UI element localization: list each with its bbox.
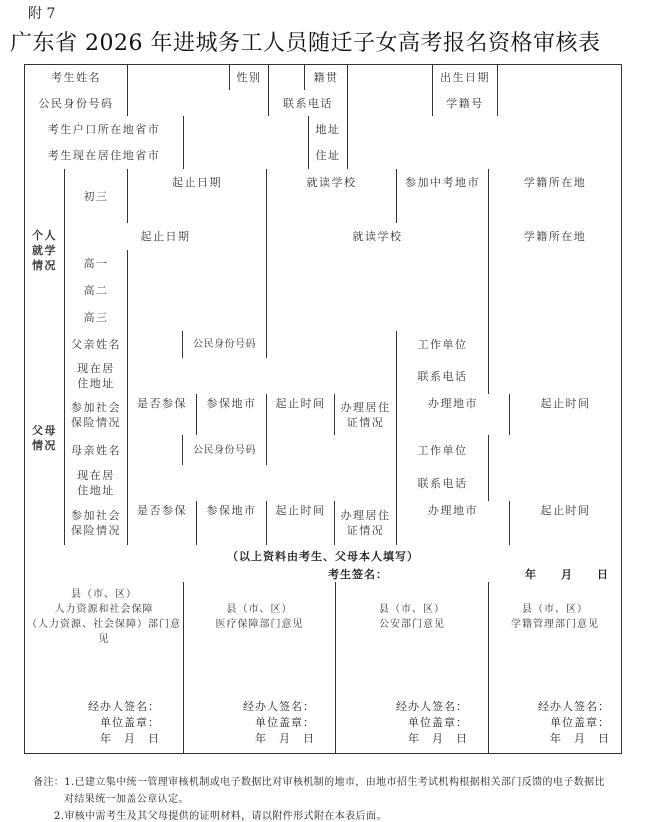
col-zhongkao-header: 参加中考地市	[396, 169, 489, 197]
page-title: 广东省 2026 年进城务工人员随迁子女高考报名资格审核表	[10, 31, 601, 56]
father-insurance-label: 参加社会 保险情况	[64, 394, 128, 436]
mother-insured-city-header: 参保地市	[196, 501, 267, 520]
mother-work-label: 工作单位	[396, 435, 489, 466]
grade-label: 高三	[64, 304, 128, 332]
mother-name-field[interactable]	[127, 435, 183, 466]
grade12-registry-field[interactable]	[488, 304, 622, 332]
mother-name-label: 母亲姓名	[64, 435, 128, 466]
mother-insurance-label: 参加社会 保险情况	[64, 501, 128, 546]
review-signature-block	[60, 699, 160, 747]
father-work-label: 工作单位	[396, 331, 489, 359]
father-address-label: 现在居 住地址	[64, 358, 128, 395]
col-dates-header: 起止日期	[127, 169, 267, 197]
mother-permit-period-field[interactable]	[509, 519, 622, 546]
review-dept-registry: 县（市、区） 学籍管理部门意见	[488, 582, 622, 653]
grade11-dates-field[interactable]	[127, 277, 267, 305]
unit-stamp-label: 单位盖章：	[408, 716, 468, 729]
phone-field[interactable]	[347, 90, 433, 117]
mother-period-field[interactable]	[266, 519, 335, 546]
note-line-1: 备注：1.已建立集中统一管理审核机制或电子数据比对审核机制的地市，由地市招生考试机构根据相关部门反馈的电子数据比	[33, 777, 605, 788]
father-insured-city-field[interactable]	[196, 412, 267, 436]
grade12-school-field[interactable]	[266, 304, 489, 332]
grade-label: 高二	[64, 277, 128, 305]
unit-stamp-label: 单位盖章：	[550, 716, 610, 729]
father-permit-period-header: 起止时间	[509, 394, 622, 413]
review-date-label: 年 月 日	[408, 732, 468, 745]
hukou-field[interactable]	[183, 116, 309, 143]
phone-label: 联系电话	[268, 90, 348, 117]
review-signature-block	[510, 699, 610, 747]
review-signature-block	[368, 699, 468, 747]
grade11-school-field[interactable]	[266, 277, 489, 305]
grade9-dates-field[interactable]	[127, 196, 267, 224]
father-phone-label: 联系电话	[396, 358, 489, 395]
col-registry-header: 学籍所在地	[488, 169, 622, 197]
grade9-label: 初三	[64, 169, 128, 224]
father-id-field[interactable]	[266, 331, 397, 359]
mother-permit-city-field[interactable]	[396, 519, 510, 546]
name-label: 考生姓名	[24, 64, 128, 91]
mother-phone-label: 联系电话	[396, 465, 489, 502]
residence-label: 考生现在居住地省市	[24, 142, 184, 170]
id-field[interactable]	[127, 90, 269, 117]
mother-insured-city-field[interactable]	[196, 519, 267, 546]
note-line-1-cont: 对结果统一加盖公章认定。	[64, 794, 189, 805]
attachment-label: 附 7	[28, 6, 56, 22]
hukou-label: 考生户口所在地省市	[24, 116, 184, 143]
review-dept-police: 县（市、区） 公安部门意见	[335, 582, 489, 653]
residence-address-label: 住址	[308, 142, 348, 170]
gender-field[interactable]	[268, 64, 305, 91]
student-signature-label: 考生签名：	[328, 568, 388, 581]
grade9-school-field[interactable]	[266, 196, 397, 224]
grade10-school-field[interactable]	[266, 250, 489, 278]
unit-stamp-label: 单位盖章：	[255, 716, 315, 729]
grade9-zhongkao-field[interactable]	[396, 196, 489, 224]
father-address-field[interactable]	[127, 358, 397, 395]
residence-address-field[interactable]	[347, 142, 622, 170]
mother-id-field[interactable]	[266, 435, 397, 466]
review-signature-block	[215, 699, 315, 747]
grade12-dates-field[interactable]	[127, 304, 267, 332]
handler-signature-label: 经办人签名：	[538, 700, 610, 713]
hukou-address-label: 地址	[308, 116, 348, 143]
student-no-label: 学籍号	[432, 90, 498, 117]
student-signature-field[interactable]	[420, 566, 540, 580]
father-insured-city-header: 参保地市	[196, 394, 267, 413]
note-line-2: 2.审核中需考生及其父母提供的证明材料，请以附件形式附在本表后面。	[54, 811, 387, 822]
handler-signature-label: 经办人签名：	[396, 700, 468, 713]
review-date-label: 年 月 日	[550, 732, 610, 745]
mother-address-label: 现在居 住地址	[64, 465, 128, 502]
declaration-note: （以上资料由考生、父母本人填写）	[227, 550, 419, 563]
father-id-label: 公民身份号码	[182, 331, 267, 359]
father-insured-field[interactable]	[127, 412, 197, 436]
grade11-registry-field[interactable]	[488, 277, 622, 305]
student-no-field[interactable]	[497, 90, 622, 117]
parents-section-label: 父母 情况	[24, 331, 65, 546]
hs-dates-header: 起止日期	[64, 223, 267, 251]
father-work-field[interactable]	[488, 331, 622, 359]
father-name-label: 父亲姓名	[64, 331, 128, 359]
father-period-field[interactable]	[266, 412, 335, 436]
mother-phone-field[interactable]	[488, 465, 622, 502]
review-dept-medical: 县（市、区） 医疗保障部门意见	[183, 582, 336, 653]
father-period-header: 起止时间	[266, 394, 335, 413]
study-section-label: 个人 就学 情况	[24, 169, 65, 332]
father-permit-label: 办理居住 证情况	[334, 394, 397, 436]
student-signature-date: 年 月 日	[525, 568, 609, 581]
mother-period-header: 起止时间	[266, 501, 335, 520]
mother-address-field[interactable]	[127, 465, 397, 502]
mother-id-label: 公民身份号码	[182, 435, 267, 466]
mother-work-field[interactable]	[488, 435, 622, 466]
birth-field[interactable]	[497, 64, 622, 91]
grade10-dates-field[interactable]	[127, 250, 267, 278]
grade-label: 高一	[64, 250, 128, 278]
handler-signature-label: 经办人签名：	[88, 700, 160, 713]
native-field[interactable]	[347, 64, 433, 91]
father-insured-header: 是否参保	[127, 394, 197, 413]
col-school-header: 就读学校	[266, 169, 397, 197]
gender-label: 性别	[229, 64, 269, 91]
residence-field[interactable]	[183, 142, 309, 170]
hs-school-header: 就读学校	[266, 223, 489, 251]
review-date-label: 年 月 日	[100, 732, 160, 745]
mother-permit-city-header: 办理地市	[396, 501, 510, 520]
birth-label: 出生日期	[432, 64, 498, 91]
name-field[interactable]	[127, 64, 230, 91]
grade9-registry-field[interactable]	[488, 196, 622, 224]
father-permit-period-field[interactable]	[509, 412, 622, 436]
review-dept-hrss: 县（市、区） 人力资源和社会保障 （人力资源、社会保障）部门意 见	[24, 582, 184, 653]
mother-insured-field[interactable]	[127, 519, 197, 546]
hs-registry-header: 学籍所在地	[488, 223, 622, 251]
mother-permit-label: 办理居住 证情况	[334, 501, 397, 546]
father-permit-city-field[interactable]	[396, 412, 510, 436]
handler-signature-label: 经办人签名：	[243, 700, 315, 713]
unit-stamp-label: 单位盖章：	[100, 716, 160, 729]
grade10-registry-field[interactable]	[488, 250, 622, 278]
mother-insured-header: 是否参保	[127, 501, 197, 520]
father-permit-city-header: 办理地市	[396, 394, 510, 413]
review-date-label: 年 月 日	[255, 732, 315, 745]
father-name-field[interactable]	[127, 331, 183, 359]
mother-permit-period-header: 起止时间	[509, 501, 622, 520]
hukou-address-field[interactable]	[347, 116, 622, 143]
father-phone-field[interactable]	[488, 358, 622, 395]
native-label: 籍贯	[304, 64, 348, 91]
id-label: 公民身份号码	[24, 90, 128, 117]
